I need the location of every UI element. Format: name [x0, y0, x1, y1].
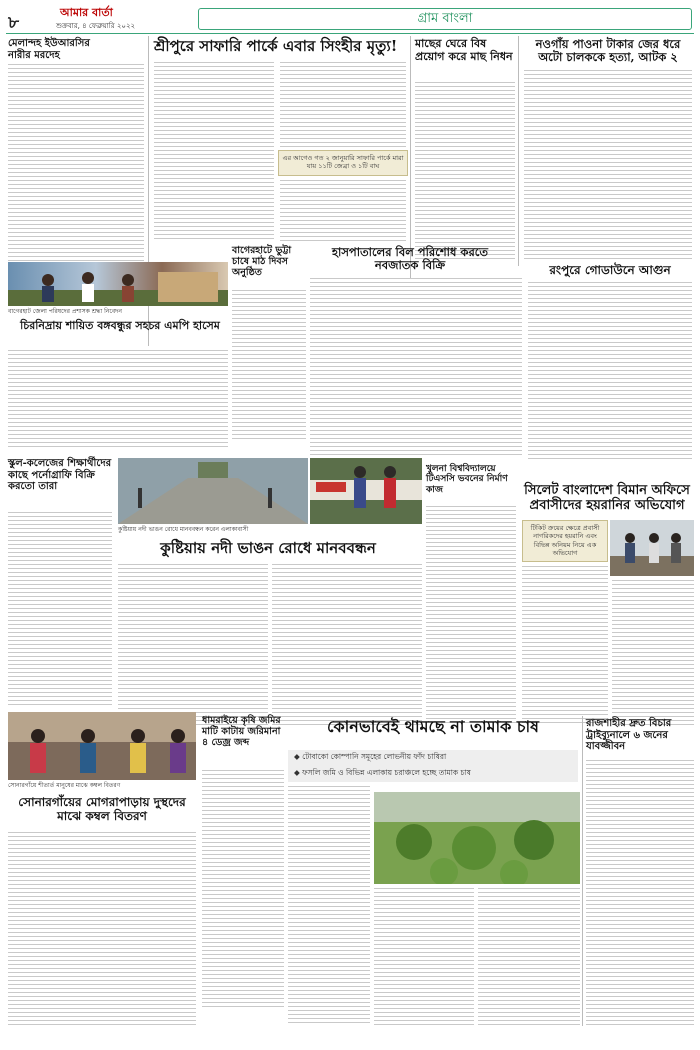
headline-rangpur: রংপুরে গোডাউনে আগুন: [549, 263, 671, 277]
photo-caption: বাগেরহাট জেলা পরিষদের প্রশাসক শ্রদ্ধা নিবেদন: [8, 308, 122, 315]
headline-kushtia: কুষ্টিয়ায় নদী ভাঙন রোধে মানববন্ধন: [160, 539, 376, 557]
article-body: [374, 888, 474, 1026]
headline-sylhet-text: সিলেট বাংলাদেশ বিমান অফিসে প্রবাসীদের হয়রানির অভিযোগ: [524, 483, 690, 513]
pull-quote: টিকিট ক্রয়ের ক্ষেত্রে প্রবাসী নাগরিকদের হয়রানি এবং বিভিন্ন অনিয়ম নিয়ে এক অভিযোগ: [522, 520, 608, 562]
article-body: [415, 82, 515, 262]
article-body: [612, 580, 694, 726]
bullet-point: ◆ ফসলি জমি ও বিভিন্ন এলাকায় চরাঞ্চলে হচ্ছে তামাক চাষ: [288, 766, 578, 782]
headline-rajshahi: রাজশাহীর দ্রুত বিচার ট্রাইব্যুনালে ৬ জনের যাবজ্জীবন: [586, 718, 672, 752]
photo-caption: সোনারগাঁয়ে শীতার্ত মানুষের মাঝে কম্বল বিতরণ: [8, 782, 121, 789]
photo-kushtia-road: [118, 458, 308, 524]
article-body: [154, 62, 274, 242]
column-divider: [518, 36, 519, 266]
article-body: [280, 62, 406, 150]
headline-school: স্কুল-কলেজের শিক্ষার্থীদের কাছে পর্নোগ্রাফি বিক্রি করতো তারা: [8, 458, 112, 492]
bullet-icon: ◆: [294, 752, 303, 761]
article-body: [8, 512, 112, 708]
article-body: [586, 760, 694, 1026]
header-rule: [6, 33, 694, 34]
headline-khulna: খুলনা বিশ্ববিদ্যালয়ে টিএসসি ভবনের নির্মাণ কাজ: [426, 464, 508, 495]
bullet-point: ◆ টোবাকো কোম্পানি সমূহের লোভনীয় ফাঁদ চাষিরা: [288, 750, 578, 766]
article-body: [280, 180, 406, 242]
article-body: [8, 64, 144, 292]
paper-logo: আমার বার্তা: [60, 6, 113, 19]
headline-chironidra: চিরনিদ্রায় শায়িত বঙ্গবন্ধুর সহচর এমপি হাসেম: [20, 319, 220, 332]
page-number: ৮: [8, 13, 20, 33]
headline-fish: মাছের ঘেরে বিষ প্রয়োগ করে মাছ নিধন: [415, 37, 513, 63]
article-body: [118, 564, 268, 728]
photo-tobacco-field: [374, 792, 580, 884]
headline-bagerhat: বাগেরহাটে ভুট্টা চাষে মাঠ দিবস অনুষ্ঠিত: [232, 245, 292, 278]
headline-left-top: মেলান্দহ ইউআরসির নারীর মরদেহ: [8, 38, 90, 61]
article-body: [272, 564, 422, 728]
photo-protest: [310, 458, 422, 524]
article-body: [8, 832, 196, 1026]
pull-quote: এর আগেও গত ২ জানুয়ারি সাফারি পার্কে মারা যায় ১১টি জেব্রা ও ১টি বাঘ: [278, 150, 408, 176]
section-banner: গ্রাম বাংলা: [198, 8, 692, 30]
photo-caption: কুষ্টিয়ায় নদী ভাঙন রোধে মানববন্ধন করেন এলাকাবাসী: [118, 526, 249, 533]
article-body: [478, 888, 580, 1026]
article-body: [232, 290, 306, 440]
headline-sonargaon: সোনারগাঁয়ের মোগরাপাড়ায় দুস্থদের মাঝে কম্বল বিতরণ: [18, 795, 186, 823]
headline-naogaon: নওগাঁয় পাওনা টাকার জের ধরে অটো চালককে হত্যা, আটক ২: [535, 37, 681, 65]
article-body: [288, 786, 370, 1026]
headline-sreepur: শ্রীপুরে সাফারি পার্কে এবার সিংহীর মৃত্যু!: [154, 37, 398, 55]
headline-dhamrai: ধামরাইয়ে কৃষি জমির মাটি কাটায় জরিমানা ৪ ডেজ্র জব্দ: [202, 715, 281, 748]
column-divider: [582, 716, 583, 1026]
page-date: শুক্রবার, ৪ ফেব্রুয়ারি ২০২২: [56, 22, 136, 30]
photo-sylhet: [610, 520, 694, 576]
article-body: [202, 770, 284, 1010]
headline-hospital: হাসপাতালের বিল পরিশোধ করতে নবজাতক বিক্রি: [331, 245, 489, 273]
article-body: [528, 282, 692, 462]
article-body: [524, 70, 692, 260]
article-body: [522, 566, 608, 726]
photo-sonargaon: [8, 712, 196, 780]
article-body: [426, 506, 516, 726]
headline-tobacco: কোনভাবেই থামছে না তামাক চাষ: [326, 717, 540, 736]
photo-bagerhat: [8, 262, 228, 306]
article-body: [8, 350, 228, 450]
bullet-icon: ◆: [294, 768, 303, 777]
article-body: [310, 278, 522, 458]
